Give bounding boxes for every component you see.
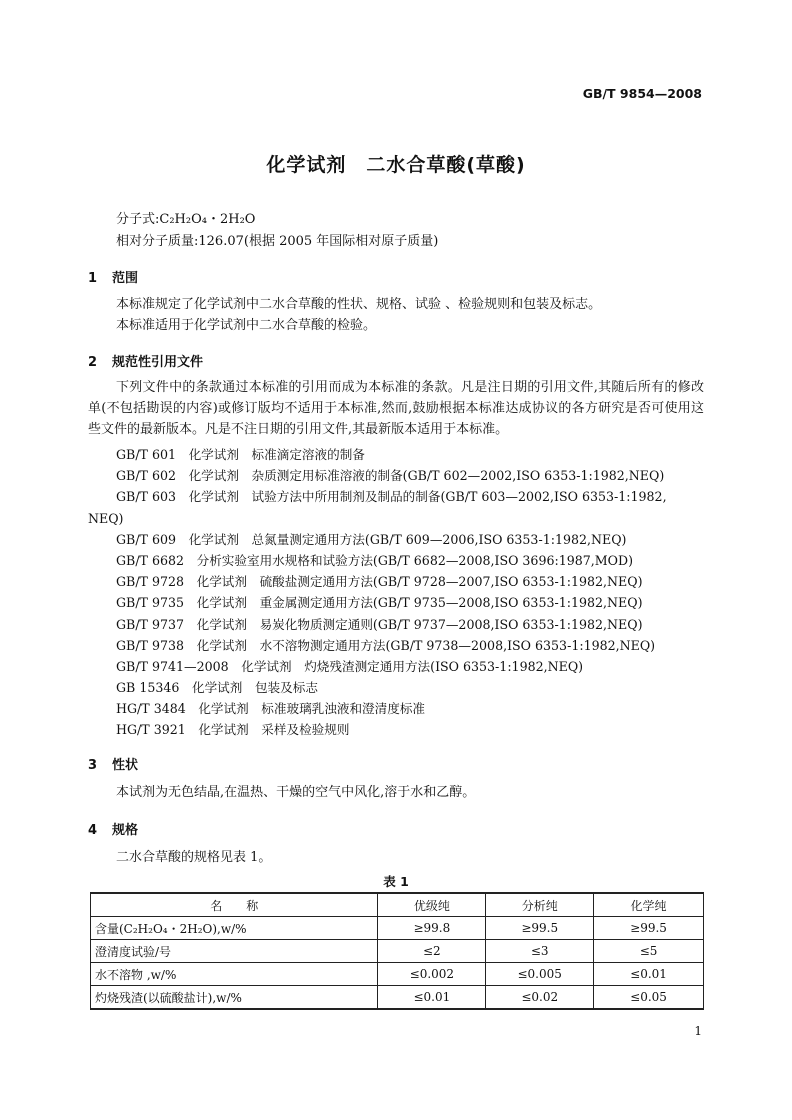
section-title: 范围: [112, 271, 139, 286]
document-title: 化学试剂 二水合草酸(草酸): [266, 154, 526, 176]
table-cell: ≤3: [486, 940, 594, 963]
section-heading-properties: [88, 754, 138, 773]
table-cell: ≥99.8: [378, 917, 486, 940]
section-number: 2: [88, 355, 98, 370]
section-title: 规格: [112, 823, 139, 838]
table-cell: ≤0.005: [486, 963, 594, 986]
table-cell-name: 灼烧残渣(以硫酸盐计),w/%: [91, 986, 378, 1010]
table-header-cell: 分析纯: [486, 893, 594, 917]
table-row: [91, 940, 704, 963]
table-cell: ≤0.002: [378, 963, 486, 986]
normative-intro-paragraph: 下列文件中的条款通过本标准的引用而成为本标准的条款。凡是注日期的引用文件,其随后所有的修改单(不包括勘误的内容)或修订版均不适用于本标准,然而,鼓励根据本标准达成协议的各方研究是否可使用这些文件的最新版本。凡是不注日期的引用文件,其最新版本适用于本标准。: [88, 380, 704, 437]
scope-paragraph-1: 本标准规定了化学试剂中二水合草酸的性状、规格、试验 、检验规则和包装及标志。: [116, 297, 602, 312]
section-number: 3: [88, 758, 98, 773]
standard-number: GB/T 9854—2008: [582, 86, 702, 101]
molecular-formula: 分子式:C₂H₂O₄・2H₂O: [116, 212, 256, 227]
section-heading-scope: [88, 267, 138, 286]
reference-item: GB/T 9728 化学试剂 硫酸盐测定通用方法(GB/T 9728—2007,ISO 6353-1:1982,NEQ): [116, 574, 643, 590]
reference-item: HG/T 3484 化学试剂 标准玻璃乳浊液和澄清度标准: [116, 701, 426, 717]
section-number: 4: [88, 823, 98, 838]
scope-paragraph-2: 本标准适用于化学试剂中二水合草酸的检验。: [116, 318, 377, 333]
page-number: 1: [694, 1024, 702, 1038]
reference-item: GB 15346 化学试剂 包装及标志: [116, 680, 318, 696]
specifications-intro: 二水合草酸的规格见表 1。: [116, 850, 272, 865]
table-cell: ≤2: [378, 940, 486, 963]
table-cell: ≤0.01: [378, 986, 486, 1010]
table-cell: ≤0.01: [594, 963, 704, 986]
table-cell-name: 含量(C₂H₂O₄・2H₂O),w/%: [91, 917, 378, 940]
table-cell: ≤0.02: [486, 986, 594, 1010]
table-cell: ≤0.05: [594, 986, 704, 1010]
section-title: 性状: [112, 758, 139, 773]
table-row: [91, 986, 704, 1010]
reference-item: GB/T 9737 化学试剂 易炭化物质测定通则(GB/T 9737—2008,ISO 6353-1:1982,NEQ): [116, 616, 643, 632]
table-header-row: [91, 893, 704, 917]
reference-item-continuation: NEQ): [88, 510, 124, 526]
table-cell: ≤5: [594, 940, 704, 963]
reference-item: GB/T 9738 化学试剂 水不溶物测定通用方法(GB/T 9738—2008,ISO 6353-1:1982,NEQ): [116, 637, 656, 653]
reference-item: GB/T 603 化学试剂 试验方法中所用制剂及制品的制备(GB/T 603—2002,ISO 6353-1:1982,: [116, 489, 667, 505]
reference-item: GB/T 609 化学试剂 总氮量测定通用方法(GB/T 609—2006,ISO 6353-1:1982,NEQ): [116, 531, 627, 547]
reference-item: HG/T 3921 化学试剂 采样及检验规则: [116, 722, 350, 738]
properties-paragraph: 本试剂为无色结晶,在温热、干燥的空气中风化,溶于水和乙醇。: [116, 785, 476, 800]
table-row: [91, 963, 704, 986]
molecular-mass: 相对分子质量:126.07(根据 2005 年国际相对原子质量): [116, 234, 439, 249]
reference-item: GB/T 9735 化学试剂 重金属测定通用方法(GB/T 9735—2008,ISO 6353-1:1982,NEQ): [116, 595, 643, 611]
table-cell-name: 水不溶物 ,w/%: [91, 963, 378, 986]
reference-item: GB/T 602 化学试剂 杂质测定用标准溶液的制备(GB/T 602—2002,ISO 6353-1:1982,NEQ): [116, 468, 665, 484]
table-cell: ≥99.5: [594, 917, 704, 940]
reference-item: GB/T 6682 分析实验室用水规格和试验方法(GB/T 6682—2008,ISO 3696:1987,MOD): [116, 552, 633, 568]
reference-list: [88, 444, 708, 741]
section-title: 规范性引用文件: [112, 355, 204, 370]
reference-item: GB/T 601 化学试剂 标准滴定溶液的制备: [116, 447, 365, 462]
table-cell: ≥99.5: [486, 917, 594, 940]
table-header-cell: 优级纯: [378, 893, 486, 917]
table-row: [91, 917, 704, 940]
table-header-cell: 名 称: [91, 893, 378, 917]
section-heading-normative-references: [88, 351, 203, 370]
specification-table: [90, 892, 704, 1010]
section-heading-specifications: [88, 819, 138, 838]
table-caption: 表 1: [383, 874, 409, 889]
table-header-cell: 化学纯: [594, 893, 704, 917]
reference-item: GB/T 9741—2008 化学试剂 灼烧残渣测定通用方法(ISO 6353-1:1982,NEQ): [116, 658, 584, 674]
table-cell-name: 澄清度试验/号: [91, 940, 378, 963]
section-number: 1: [88, 271, 98, 286]
